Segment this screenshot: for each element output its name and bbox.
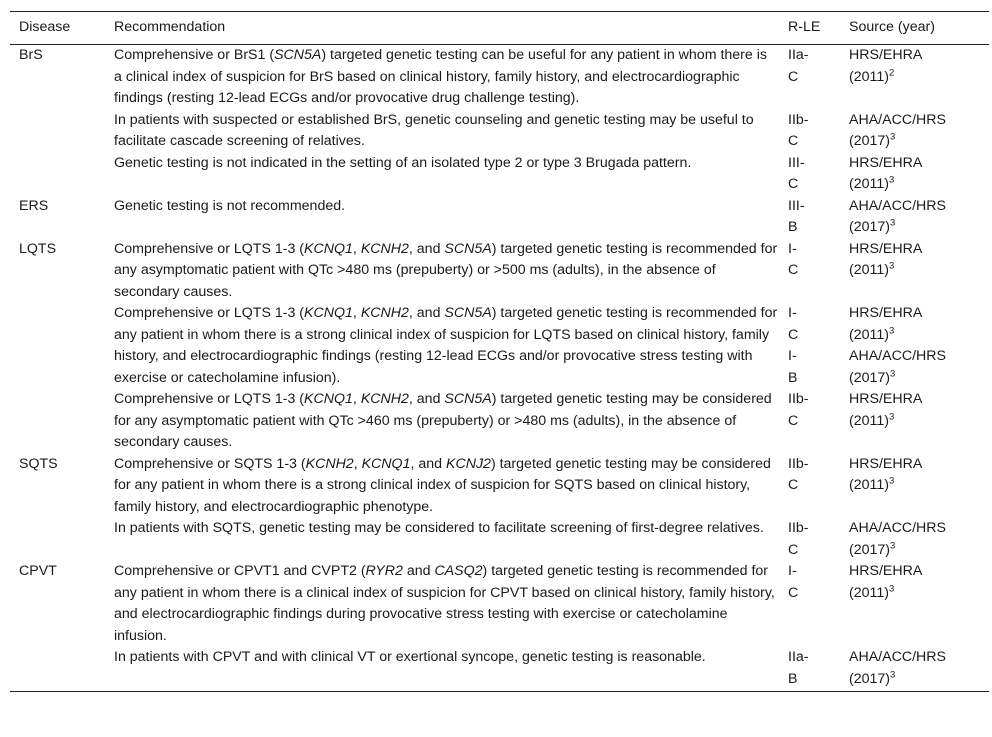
recommendation-text: , <box>352 240 361 257</box>
rle-line: IIb- <box>788 111 809 128</box>
gene-name: RYR2 <box>365 563 403 579</box>
recommendation-text: ) targeted genetic testing is recommended for any patient in whom there is a strong clinical index of suspicion for LQTS based on clinical history, family history, and electrocardiographic findings (resting 12-lead ECGs and/or provocative stress testing with exercise or catecholamine infusion). <box>114 305 778 386</box>
recommendation-text: , and <box>410 455 446 472</box>
source-cell <box>849 303 989 389</box>
source-year <box>849 67 989 89</box>
recommendation-text: ) targeted genetic testing is recommended for any patient in whom there is a clinical index of suspicion for CPVT based on clinical history, family history, and electrocardiographic findings during provocative stress testing with exercise or catecholamine infusion. <box>114 563 775 644</box>
table-row <box>10 303 989 389</box>
source-org: HRS/EHRA <box>849 47 923 63</box>
recommendation-cell <box>114 561 788 647</box>
rle-cell <box>788 110 849 153</box>
recommendation-text: In patients with SQTS, genetic testing may be considered to facilitate screening of first-degree relatives. <box>114 520 764 536</box>
gene-name: SCN5A <box>444 305 492 321</box>
gene-name: SCN5A <box>274 47 322 63</box>
disease-cell: ERS <box>19 197 49 214</box>
disease-cell <box>10 153 114 196</box>
recommendation-cell <box>114 110 788 153</box>
recommendation-cell <box>114 196 788 239</box>
source-year <box>849 131 989 153</box>
source-org: HRS/EHRA <box>849 563 923 579</box>
reference-number: 3 <box>888 410 895 422</box>
source-year <box>849 174 989 196</box>
header-recommendation: Recommendation <box>114 12 788 45</box>
recommendation-text: , <box>353 455 362 472</box>
source-year <box>849 260 989 282</box>
disease-cell: SQTS <box>19 455 58 472</box>
recommendation-cell <box>114 454 788 519</box>
rle-cell <box>788 239 849 304</box>
reference-number: 3 <box>890 668 896 680</box>
recommendation-text: Comprehensive or LQTS 1-3 ( <box>114 391 305 407</box>
recommendation-cell <box>114 153 788 196</box>
recommendation-cell <box>114 518 788 561</box>
recommendation-cell <box>114 647 788 692</box>
source-year-text: (2011) <box>849 412 889 429</box>
source-cell <box>849 239 989 304</box>
gene-name: KCNH2 <box>305 455 354 472</box>
recommendation-text: , and <box>408 305 445 321</box>
disease-cell <box>10 303 114 389</box>
rle-line: C <box>788 541 799 558</box>
rle-line: C <box>788 176 799 192</box>
reference-number: 3 <box>890 539 896 551</box>
rle-line: IIb- <box>788 455 809 472</box>
gene-name: CASQ2 <box>434 563 483 579</box>
recommendation-text: ) targeted genetic testing is recommended for any asymptomatic patient with QTc >480 ms (prepuberty) or >500 ms (adults), in the absence of secondary causes. <box>114 240 778 300</box>
source-year-text: (2011) <box>849 584 889 601</box>
rle-line: B <box>788 369 798 386</box>
rle-cell <box>788 45 849 110</box>
source-org: AHA/ACC/HRS <box>849 649 946 665</box>
source-year <box>849 368 989 390</box>
reference-number: 3 <box>888 475 895 487</box>
rle-cell <box>788 303 849 389</box>
reference-number: 3 <box>888 324 895 336</box>
table-row <box>10 239 989 304</box>
source-org: AHA/ACC/HRS <box>849 520 946 536</box>
rle-cell <box>788 561 849 647</box>
rle-line: C <box>788 326 799 343</box>
gene-name: SCN5A <box>444 240 492 257</box>
rle-line: I- <box>788 240 797 257</box>
recommendation-text: Comprehensive or CPVT1 and CVPT2 ( <box>114 563 366 579</box>
recommendation-text: In patients with CPVT and with clinical VT or exertional syncope, genetic testing is reasonable. <box>114 649 706 665</box>
rle-line: B <box>788 670 798 687</box>
gene-name: SCN5A <box>444 391 492 407</box>
source-org: HRS/EHRA <box>849 455 923 472</box>
recommendation-text: ) targeted genetic testing may be considered for any patient in whom there is a strong clinical index of suspicion for SQTS based on clinical history, family history, and electrocardiographic phenotype. <box>114 455 771 515</box>
disease-cell: BrS <box>19 47 43 63</box>
source-org: AHA/ACC/HRS <box>849 348 946 364</box>
recommendation-text: Genetic testing is not recommended. <box>114 197 346 214</box>
table-row <box>10 389 989 454</box>
gene-name: KCNQ1 <box>304 391 353 407</box>
source-org: AHA/ACC/HRS <box>849 197 946 214</box>
source-cell <box>849 561 989 647</box>
source-year-text: (2017) <box>849 219 891 235</box>
table-row <box>10 518 989 561</box>
rle-line: C <box>788 133 799 149</box>
source-year <box>849 217 989 239</box>
recommendation-text: , <box>352 391 361 407</box>
source-year <box>849 540 989 562</box>
rle-cell <box>788 518 849 561</box>
source-year-text: (2011) <box>849 176 889 192</box>
source-cell <box>849 647 989 692</box>
rle-line: III- <box>788 154 805 171</box>
source-year-text: (2017) <box>849 670 891 687</box>
table-row <box>10 153 989 196</box>
recommendation-cell <box>114 303 788 389</box>
rle-line: IIb- <box>788 520 809 536</box>
source-org: HRS/EHRA <box>849 305 923 321</box>
table-row <box>10 110 989 153</box>
rle-line: C <box>788 477 799 493</box>
disease-cell <box>10 389 114 454</box>
table-body <box>10 45 989 692</box>
source-year-text: (2017) <box>849 541 891 558</box>
header-row <box>10 12 989 45</box>
source-year-text: (2011) <box>849 326 889 343</box>
rle-line: IIa- <box>788 47 809 63</box>
source-org: HRS/EHRA <box>849 240 923 257</box>
table-row <box>10 196 989 239</box>
source-year-text: (2017) <box>849 133 891 149</box>
source-year <box>849 325 989 347</box>
recommendation-text: , and <box>408 240 445 257</box>
source-org: HRS/EHRA <box>849 154 923 171</box>
disease-cell <box>10 110 114 153</box>
gene-name: KCNQ1 <box>304 240 353 257</box>
rle-cell <box>788 647 849 692</box>
recommendation-text: ) targeted genetic testing may be considered for any asymptomatic patient with QTc >460 ms (prepuberty) or >480 ms (adults), in the absence of secondary causes. <box>114 391 772 450</box>
source-cell <box>849 389 989 454</box>
recommendation-text: ) targeted genetic testing can be useful for any patient in whom there is a clinical index of suspicion for BrS based on clinical history, family history, and electrocardiographic findings (resting 12-lead ECGs and/or provocative drug challenge testing). <box>114 47 767 106</box>
gene-name: KCNH2 <box>360 391 409 407</box>
recommendation-cell <box>114 389 788 454</box>
rle-line: IIb- <box>788 391 809 407</box>
recommendation-cell <box>114 239 788 304</box>
rle-line: C <box>788 262 799 278</box>
rle-cell <box>788 196 849 239</box>
recommendation-text: , <box>352 305 361 321</box>
rle-cell <box>788 389 849 454</box>
rle-line: IIa- <box>788 649 809 665</box>
gene-name: KCNQ1 <box>304 305 353 321</box>
disease-cell: LQTS <box>19 240 57 257</box>
rle-line: B <box>788 219 798 235</box>
source-year-text: (2017) <box>849 369 891 386</box>
rle-line: III- <box>788 197 805 214</box>
source-year <box>849 583 989 605</box>
source-year <box>849 669 989 691</box>
gene-name: KCNH2 <box>360 305 409 321</box>
source-cell <box>849 45 989 110</box>
rle-cell <box>788 454 849 519</box>
source-year <box>849 411 989 433</box>
disease-cell <box>10 518 114 561</box>
table-row <box>10 561 989 647</box>
recommendation-text: and <box>402 563 435 579</box>
recommendation-text: In patients with suspected or established BrS, genetic counseling and genetic testing may be useful to facilitate cascade screening of relatives. <box>114 111 754 149</box>
recommendation-text: Comprehensive or SQTS 1-3 ( <box>114 455 306 472</box>
source-cell <box>849 196 989 239</box>
reference-number: 3 <box>888 260 895 272</box>
gene-name: KCNQ1 <box>361 455 411 472</box>
source-org: AHA/ACC/HRS <box>849 111 946 128</box>
disease-cell: CPVT <box>19 563 57 579</box>
rle-line: C <box>788 68 799 85</box>
source-year-text: (2011) <box>849 262 889 278</box>
rle-line: I- <box>788 563 797 579</box>
source-cell <box>849 110 989 153</box>
header-disease: Disease <box>10 12 114 45</box>
header-source: Source (year) <box>849 12 989 45</box>
gene-name: KCNJ2 <box>445 455 491 472</box>
source-year <box>849 475 989 497</box>
source-cell <box>849 518 989 561</box>
source-cell <box>849 454 989 519</box>
table-row <box>10 454 989 519</box>
recommendation-text: Comprehensive or LQTS 1-3 ( <box>114 240 305 257</box>
rle-line: C <box>788 584 799 601</box>
table-row <box>10 45 989 110</box>
reference-number: 3 <box>890 367 896 379</box>
table-row <box>10 647 989 692</box>
recommendation-text: , and <box>408 391 445 407</box>
source-org: HRS/EHRA <box>849 391 923 407</box>
reference-number: 3 <box>888 174 895 186</box>
source-cell <box>849 153 989 196</box>
recommendation-text: Genetic testing is not indicated in the setting of an isolated type 2 or type 3 Brugada pattern. <box>114 154 692 171</box>
reference-number: 3 <box>890 131 896 143</box>
reference-number: 3 <box>888 582 895 594</box>
gene-name: KCNH2 <box>360 240 409 257</box>
recommendation-cell <box>114 45 788 110</box>
rle-cell <box>788 153 849 196</box>
source-year-text: (2011) <box>849 68 889 85</box>
disease-cell <box>10 647 114 692</box>
rle-line: C <box>788 412 799 429</box>
rle-line: I- <box>788 305 797 321</box>
reference-number: 3 <box>890 217 896 229</box>
source-year-text: (2011) <box>849 477 889 493</box>
rle-line: I- <box>788 348 797 364</box>
header-rle: R-LE <box>788 12 849 45</box>
recommendations-table <box>10 11 989 692</box>
recommendation-text: Comprehensive or BrS1 ( <box>114 47 275 63</box>
recommendation-text: Comprehensive or LQTS 1-3 ( <box>114 305 305 321</box>
reference-number: 2 <box>888 66 895 78</box>
